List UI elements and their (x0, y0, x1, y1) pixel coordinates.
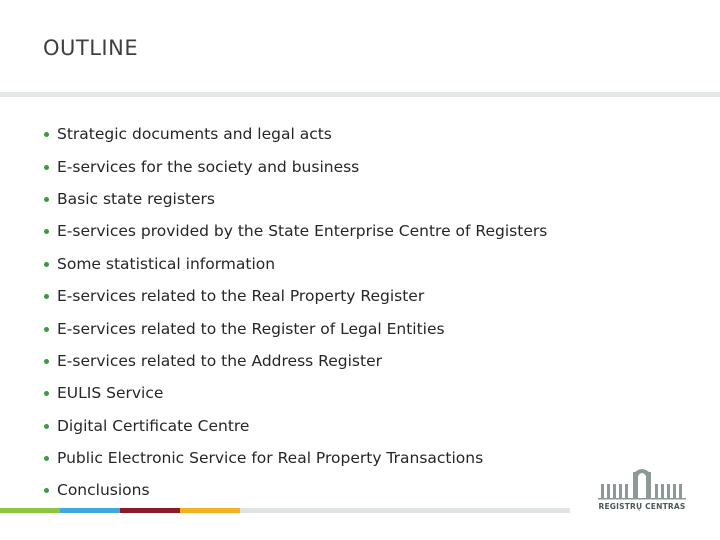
logo-short-bar (667, 484, 670, 498)
bullet-dot-icon (44, 424, 49, 429)
outline-item-label: Public Electronic Service for Real Property Transactions (57, 449, 484, 468)
bullet-dot-icon (44, 165, 49, 170)
outline-item (44, 474, 547, 506)
logo-short-bar (679, 484, 682, 498)
bullet-dot-icon (44, 229, 49, 234)
outline-item (44, 280, 547, 312)
title-divider (0, 92, 720, 97)
bullet-dot-icon (44, 197, 49, 202)
outline-item (44, 215, 547, 247)
outline-item (44, 312, 547, 344)
bullet-dot-icon (44, 262, 49, 267)
outline-item-label: E-services related to the Register of Legal Entities (57, 319, 445, 338)
outline-list (44, 118, 547, 507)
logo-base-line (598, 498, 686, 500)
outline-item-label: E-services for the society and business (57, 157, 360, 176)
outline-item-label: Digital Certificate Centre (57, 416, 250, 435)
bottom-bar-segment-yellow (180, 508, 240, 513)
registru-centras-logo (596, 464, 688, 516)
slide-title: OUTLINE (43, 36, 139, 60)
outline-item (44, 150, 547, 182)
outline-item-label: Strategic documents and legal acts (57, 125, 332, 144)
logo-text: REGISTRŲ CENTRAS (598, 502, 686, 511)
logo-short-bar (661, 484, 664, 498)
outline-item (44, 410, 547, 442)
outline-item-label: Conclusions (57, 481, 150, 500)
outline-item-label: E-services provided by the State Enterprise Centre of Registers (57, 222, 548, 241)
outline-item-label: EULIS Service (57, 384, 164, 403)
logo-short-bar (619, 484, 622, 498)
bullet-dot-icon (44, 327, 49, 332)
logo-short-bar (613, 484, 616, 498)
outline-item-label: E-services related to the Real Property Register (57, 287, 425, 306)
bottom-bar-segment-maroon (120, 508, 180, 513)
logo-short-bar (625, 484, 628, 498)
bottom-color-bar (0, 508, 570, 513)
logo-arch (633, 469, 651, 476)
logo-short-bar (601, 484, 604, 498)
logo-short-bar (655, 484, 658, 498)
bullet-dot-icon (44, 132, 49, 137)
outline-item (44, 248, 547, 280)
bottom-bar-segment-green (0, 508, 60, 513)
outline-item (44, 377, 547, 409)
outline-item-label: Some statistical information (57, 254, 276, 273)
outline-item (44, 183, 547, 215)
outline-item (44, 442, 547, 474)
bottom-bar-segment-blue (60, 508, 120, 513)
outline-item-label: E-services related to the Address Register (57, 351, 382, 370)
bullet-dot-icon (44, 391, 49, 396)
bullet-dot-icon (44, 294, 49, 299)
bottom-bar-segment-grey (240, 508, 570, 513)
logo-short-bar (673, 484, 676, 498)
outline-item (44, 118, 547, 150)
bullet-dot-icon (44, 359, 49, 364)
bullet-dot-icon (44, 488, 49, 493)
logo-short-bar (607, 484, 610, 498)
bullet-dot-icon (44, 456, 49, 461)
outline-item (44, 345, 547, 377)
logo-mark-icon (596, 464, 688, 502)
outline-item-label: Basic state registers (57, 189, 216, 208)
